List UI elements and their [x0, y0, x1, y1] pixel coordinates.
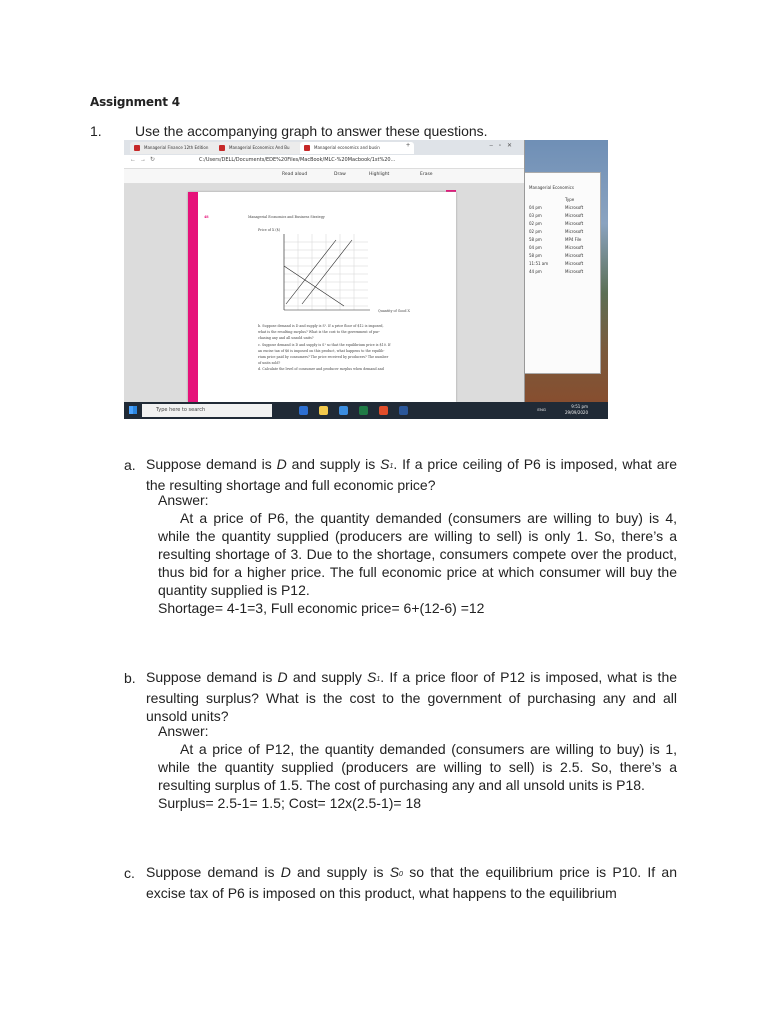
- new-tab-icon[interactable]: +: [406, 142, 411, 149]
- file-type-cell: Microsoft: [565, 221, 584, 226]
- file-modified-cell: 03 pm: [529, 213, 542, 218]
- page-text-line: of units sold?: [258, 361, 281, 366]
- file-modified-cell: 04 pm: [529, 205, 542, 210]
- page-number: 48: [204, 215, 209, 219]
- nav-arrows-icon[interactable]: ←→↻: [130, 157, 160, 163]
- embedded-screenshot: [124, 140, 608, 419]
- browser-tab[interactable]: Managerial Economics And Bu: [215, 142, 311, 154]
- word-icon[interactable]: [399, 406, 408, 415]
- file-type-cell: Microsoft: [565, 245, 584, 250]
- file-modified-cell: 58 pm: [529, 253, 542, 258]
- graph-grid: [284, 234, 368, 310]
- graph-x-label: Quantity of Good X: [378, 309, 410, 313]
- answer-label: Answer:: [158, 492, 209, 508]
- pdf-icon: [219, 145, 225, 151]
- excel-icon[interactable]: [359, 406, 368, 415]
- read-aloud-button[interactable]: Read aloud: [282, 172, 308, 177]
- pdf-page: [188, 192, 456, 402]
- pdf-viewer: [124, 184, 524, 402]
- pdf-toolbar: [124, 169, 524, 184]
- file-modified-cell: 04 pm: [529, 245, 542, 250]
- file-type-cell: Microsoft: [565, 229, 584, 234]
- page-text-line: d. Calculate the level of consumer and producer surplus when demand and: [258, 367, 384, 372]
- browser-tab[interactable]: Managerial Finance 12th Edition: [130, 142, 226, 154]
- part-b-answer: [158, 722, 677, 812]
- browser-tabs: [124, 140, 524, 155]
- answer-text: At a price of P6, the quantity demanded (consumers are willing to buy) is 4, while the quantity supplied (producers are willing to sell) is only 1. So, there’s a resulting shortage of 3. Due to the shortage, consumers compete over the product, thus bid for a higher price. The full economic price at which consumer will buy the quantity supplied is P12.: [158, 510, 677, 598]
- part-c-question: Suppose demand is D and supply is S0 so that the equilibrium price is P10. If an excise tax of P6 is imposed on this product, what happens to the equilibrium: [146, 864, 677, 901]
- file-modified-cell: 44 pm: [529, 269, 542, 274]
- file-modified-cell: 02 pm: [529, 221, 542, 226]
- page-text-line: b. Suppose demand is D and supply is S¹. If a price floor of $12 is imposed,: [258, 324, 384, 328]
- highlight-button[interactable]: Highlight: [369, 172, 390, 177]
- page-text-line: c. Suppose demand is D and supply is S¹ so that the equilibrium price is $10. If: [258, 342, 391, 347]
- address-bar[interactable]: [124, 155, 524, 169]
- file-modified-cell: 02 pm: [529, 229, 542, 234]
- file-type-cell: Microsoft: [565, 253, 584, 258]
- pdf-icon: [134, 145, 140, 151]
- file-modified-cell: 11:51 am: [529, 261, 549, 266]
- side-header: Managerial Economics: [529, 185, 574, 190]
- side-type-header: Type: [565, 197, 575, 202]
- part-b-letter: b.: [124, 670, 136, 686]
- address-text: C:/Users/DELL/Documents/EDE%20Files/MacBook/MLC-%20Macbook/1st%20...: [199, 157, 396, 163]
- page-title: Managerial Economics and Business Strategy: [248, 215, 325, 219]
- part-c-letter: c.: [124, 865, 135, 881]
- page-text-line: what is the resulting surplus? What is the cost to the government of pur-: [258, 330, 380, 335]
- file-explorer-window: [524, 172, 601, 374]
- graph-y-label: Price of X ($): [258, 228, 281, 232]
- question-number: 1.: [90, 123, 102, 139]
- page-text-line: rium price paid by consumers? The price received by producers? The number: [258, 355, 389, 359]
- page-text-line: an excise tax of $6 is imposed on this product, what happens to the equilib-: [258, 348, 385, 353]
- draw-button[interactable]: Draw: [334, 172, 346, 177]
- chrome-icon[interactable]: [379, 406, 388, 415]
- part-a-letter: a.: [124, 457, 136, 473]
- taskbar-clock[interactable]: 9:51 pm 29/09/2020: [564, 404, 588, 415]
- folder-icon[interactable]: [319, 406, 328, 415]
- file-type-cell: Microsoft: [565, 261, 584, 266]
- file-type-cell: Microsoft: [565, 213, 584, 218]
- page-color-band: [188, 192, 198, 402]
- windows-start-icon[interactable]: [129, 406, 137, 414]
- part-a-answer: [158, 491, 677, 617]
- answer-result: Surplus= 2.5-1= 1.5; Cost= 12x(2.5-1)= 18: [158, 795, 422, 811]
- demand-curve: [284, 266, 344, 306]
- supply-demand-graph: [274, 232, 374, 314]
- browser-tab-active[interactable]: Managerial economics and busin: [300, 142, 414, 154]
- answer-result: Shortage= 4-1=3, Full economic price= 6+(12-6) =12: [158, 600, 485, 616]
- file-type-cell: Microsoft: [565, 205, 584, 210]
- taskbar-search[interactable]: Type here to search: [142, 404, 272, 417]
- answer-label: Answer:: [158, 723, 209, 739]
- file-type-cell: Microsoft: [565, 269, 584, 274]
- window-controls-icon[interactable]: –▫✕: [489, 143, 518, 149]
- taskbar: [124, 402, 608, 419]
- edge-icon[interactable]: [299, 406, 308, 415]
- answer-text: At a price of P12, the quantity demanded (consumers are willing to buy) is 1, while the quantity supplied (producers are willing to sell) is 2.5. So, there’s a resulting surplus of 1.5. The cost of purchasing any and all unsold units is P18.: [158, 741, 677, 793]
- part-a-question: Suppose demand is D and supply is S1. If a price ceiling of P6 is imposed, what are the resulting shortage and full economic price?: [146, 456, 678, 493]
- file-modified-cell: 58 pm: [529, 237, 542, 242]
- assignment-heading: Assignment 4: [90, 95, 180, 109]
- browser-window: [124, 140, 525, 402]
- part-b-question: Suppose demand is D and supply S1. If a price floor of P12 is imposed, what is the resulting surplus? What is the cost to the government of purchasing any and all unsold units?: [146, 669, 678, 724]
- language-indicator[interactable]: ENG: [537, 407, 546, 412]
- question-text: Use the accompanying graph to answer these questions.: [135, 123, 488, 139]
- erase-button[interactable]: Erase: [420, 172, 433, 177]
- file-type-cell: MP4 File: [565, 237, 582, 242]
- pdf-icon: [304, 145, 310, 151]
- page-text-line: chasing any and all unsold units?: [258, 336, 314, 341]
- mail-icon[interactable]: [339, 406, 348, 415]
